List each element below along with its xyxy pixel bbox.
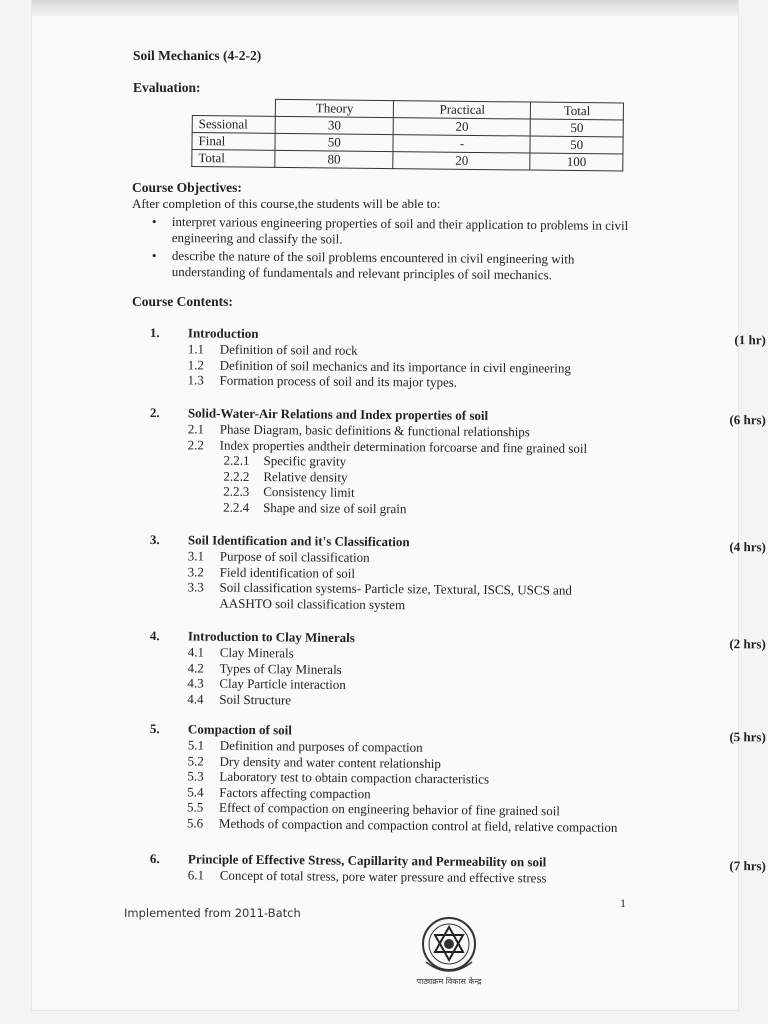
item-text: AASHTO soil classification system — [219, 595, 406, 612]
item-number: 4.4 — [187, 690, 204, 707]
contents-heading: Course Contents: — [132, 294, 233, 309]
scan-edge — [32, 0, 738, 16]
item-text: Consistency limit — [263, 483, 355, 500]
item-number: 2.2.3 — [223, 483, 250, 499]
section-hours: (1 hr) — [734, 332, 766, 348]
list-item — [188, 660, 346, 677]
list-item — [187, 691, 345, 708]
section-items — [187, 341, 571, 391]
item-number: 5.6 — [186, 814, 204, 831]
objective-text: describe the nature of the soil problems encountered in civil engineering with understanding of fundamentals and relevant principles of soil mechanics. — [171, 248, 575, 283]
item-number: 1.1 — [187, 341, 205, 357]
section-title: Principle of Effective Stress, Capillarity and Permeability on soil — [187, 851, 547, 870]
section-number: 1. — [149, 325, 160, 341]
table-header-cell — [192, 99, 275, 117]
item-text: Clay Particle interaction — [219, 675, 346, 693]
item-number: 5.5 — [187, 799, 204, 815]
item-text: Clay Minerals — [219, 644, 294, 661]
section-title: Soil Identification and it's Classification — [187, 532, 410, 550]
item-number: 2.2.1 — [223, 452, 250, 468]
table-cell: 20 — [393, 152, 530, 170]
table-cell: Sessional — [192, 116, 275, 134]
table-header-cell: Theory — [275, 99, 394, 117]
table-cell: 50 — [530, 136, 623, 154]
item-text: Methods of compaction and compaction control at field, relative compaction — [218, 815, 618, 835]
section-hours: (5 hrs) — [729, 729, 766, 745]
section-hours: (4 hrs) — [729, 539, 766, 555]
item-number: 4.2 — [187, 659, 204, 676]
bullet-icon: • — [151, 247, 157, 263]
table-cell: Final — [192, 133, 275, 151]
page-number: 1 — [620, 896, 626, 910]
document-page — [32, 0, 766, 1010]
item-text: Definition and purposes of compaction — [219, 737, 423, 755]
content-section — [149, 851, 766, 886]
content-section — [149, 405, 766, 516]
item-text: Specific gravity — [263, 452, 347, 469]
section-number: 2. — [149, 405, 160, 421]
table-cell: Total — [192, 150, 275, 168]
table-cell: 50 — [530, 119, 623, 137]
table-cell: 30 — [275, 116, 394, 134]
seal-icon — [410, 910, 488, 988]
item-text: Field identification of soil — [219, 564, 356, 581]
bullet-icon: • — [151, 213, 157, 229]
item-text: Soil Structure — [219, 691, 292, 707]
item-text: Factors affecting compaction — [219, 784, 371, 801]
list-item — [187, 815, 618, 835]
objective-bullet — [151, 247, 642, 284]
list-item — [187, 595, 571, 614]
item-number: 5.3 — [187, 768, 204, 784]
section-items — [187, 421, 587, 517]
table-cell: - — [393, 135, 530, 153]
section-hours: (7 hrs) — [729, 858, 766, 874]
table-cell: 20 — [394, 118, 531, 136]
content-section — [149, 532, 766, 612]
item-text: Index properties andtheir determination forcoarse and fine grained soil — [219, 437, 588, 456]
list-item — [187, 675, 345, 692]
section-hours: (6 hrs) — [729, 412, 766, 428]
item-number: 1.2 — [187, 356, 204, 372]
table-cell: 50 — [275, 133, 394, 151]
evaluation-heading: Evaluation: — [133, 80, 201, 95]
item-number: 5.4 — [187, 783, 204, 800]
section-items — [187, 737, 618, 835]
section-title: Solid-Water-Air Relations and Index properties of soil — [187, 405, 489, 423]
section-items — [187, 548, 572, 613]
content-section — [149, 628, 766, 707]
item-text: Types of Clay Minerals — [219, 660, 342, 677]
table-cell: 100 — [530, 153, 623, 171]
section-items — [187, 644, 346, 708]
section-title: Introduction — [187, 325, 259, 341]
university-seal-logo — [410, 910, 488, 988]
item-text: Formation process of soil and its major types. — [219, 372, 458, 390]
item-number: 5.2 — [187, 752, 204, 769]
item-number: 4.3 — [187, 675, 204, 691]
item-number: 4.1 — [187, 644, 205, 660]
item-number: 5.1 — [187, 737, 205, 753]
item-number: 2.2 — [187, 436, 204, 452]
table-header-cell: Practical — [394, 101, 531, 119]
section-title: Introduction to Clay Minerals — [187, 628, 355, 646]
list-item — [187, 499, 587, 518]
section-number: 3. — [149, 532, 160, 548]
item-text: Definition of soil mechanics and its importance in civil engineering — [219, 357, 571, 376]
item-number: 2.2.2 — [223, 468, 250, 484]
objectives-heading: Course Objectives: — [132, 180, 242, 195]
evaluation-table — [191, 98, 624, 172]
section-title: Compaction of soil — [187, 721, 292, 738]
footer-note: Implemented from 2011-Batch — [124, 906, 301, 920]
item-text: Purpose of soil classification — [219, 548, 370, 565]
objectives-intro: After completion of this course,the students will be able to: — [132, 196, 441, 211]
bleed-through-text — [182, 880, 402, 1000]
item-number: 1.3 — [187, 372, 204, 388]
item-text: Effect of compaction on engineering behavior of fine grained soil — [219, 799, 561, 819]
item-text: Shape and size of soil grain — [263, 499, 407, 516]
item-text: Definition of soil and rock — [219, 341, 358, 358]
section-number: 4. — [149, 628, 160, 644]
objective-bullet — [151, 213, 642, 250]
table-row — [192, 150, 623, 172]
section-number: 5. — [149, 721, 160, 737]
item-number: 2.2.4 — [223, 499, 250, 515]
objective-text: interpret various engineering properties of soil and their application to problems in civil engineering and classify the soil. — [171, 214, 629, 247]
section-number: 6. — [149, 851, 160, 867]
list-item — [187, 372, 570, 391]
item-text: Relative density — [263, 468, 348, 485]
section-hours: (2 hrs) — [729, 636, 766, 652]
item-number: 3.3 — [187, 579, 204, 595]
table-cell: 80 — [275, 150, 394, 168]
item-text: Phase Diagram, basic definitions & functional relationships — [219, 421, 530, 440]
course-title: Soil Mechanics (4-2-2) — [133, 48, 262, 63]
list-item — [188, 644, 346, 661]
item-number: 3.1 — [187, 548, 205, 564]
item-text: Dry density and water content relationship — [219, 753, 441, 771]
item-number: 3.2 — [187, 563, 204, 579]
item-text: Soil classification systems- Particle size, Textural, ISCS, USCS and — [219, 579, 572, 598]
svg-text:पाठ्यक्रम विकास केन्द्र: पाठ्यक्रम विकास केन्द्र — [416, 977, 482, 986]
item-number: 2.1 — [187, 421, 205, 437]
item-number: 6.1 — [187, 867, 205, 883]
item-text: Concept of total stress, pore water pressure and effective stress — [219, 867, 547, 886]
content-section — [149, 721, 766, 835]
item-text: Laboratory test to obtain compaction characteristics — [219, 768, 490, 787]
content-section — [149, 325, 766, 390]
table-header-cell: Total — [531, 102, 624, 120]
